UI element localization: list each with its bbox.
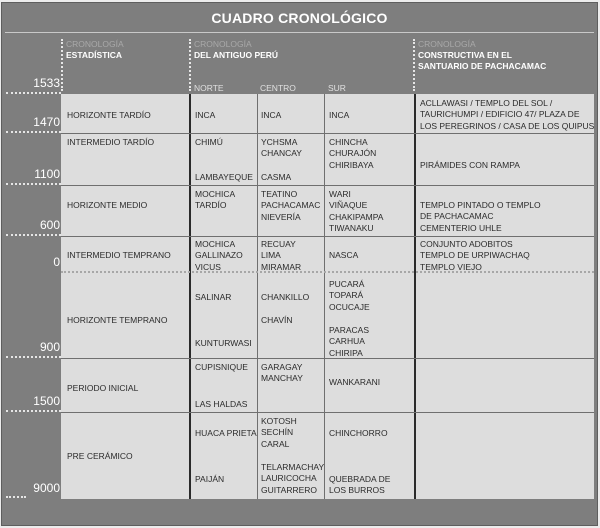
text-line: GUITARRERO: [261, 484, 318, 495]
culture-norte: [195, 239, 243, 273]
header-statistical: [66, 39, 124, 61]
text-line: MANCHAY: [261, 373, 303, 384]
culture-centro: [261, 137, 302, 160]
chart-title: CUADRO CRONOLÓGICO: [211, 10, 388, 26]
title-divider: [5, 32, 594, 33]
text-line: QUEBRADA DE: [329, 474, 391, 484]
text-line: LOS BURROS: [329, 485, 385, 496]
culture-sur: WANKARANI: [329, 377, 381, 387]
text-line: TEMPLO PINTADO O TEMPLO: [420, 200, 541, 210]
header-label: CRONOLOGÍA: [194, 39, 252, 49]
text-line: CHANCAY: [261, 148, 302, 159]
culture-norte: SALINAR: [195, 292, 232, 302]
chronology-table: [61, 94, 594, 499]
culture-sur: NASCA: [329, 250, 359, 260]
text-line: CHIRIPA: [329, 347, 363, 358]
culture-centro: CHANKILLO: [261, 292, 310, 302]
culture-centro: [261, 239, 301, 273]
text-line: TEMPLO DE URPIWACHAQ: [420, 250, 530, 261]
text-line: RECUAY: [261, 239, 296, 249]
culture-sur: [329, 279, 370, 313]
header-title: DEL ANTIGUO PERÚ: [194, 50, 279, 60]
text-line: PACHACAMAC: [261, 200, 321, 211]
column-divider: [257, 94, 258, 499]
culture-norte: KUNTURWASI: [195, 338, 252, 348]
pachacamac-buildings: [420, 98, 594, 132]
header-ancient-peru: [194, 39, 278, 61]
row-divider: [61, 133, 594, 134]
column-divider: [189, 94, 191, 499]
text-line: LIMA: [261, 250, 281, 261]
text-line: TOPARÁ: [329, 290, 364, 301]
text-line: OCUCAJE: [329, 301, 370, 312]
text-line: CHAKIPAMPA: [329, 211, 384, 222]
text-line: CHURAJÓN: [329, 148, 377, 159]
row-divider: [61, 358, 594, 359]
row-divider: [61, 185, 594, 186]
culture-centro: INCA: [261, 110, 282, 120]
text-line: DE PACHACAMAC: [420, 211, 494, 222]
text-line: LOS PEREGRINOS / CASA DE LOS QUIPUS: [420, 120, 595, 131]
period-label: HORIZONTE TEMPRANO: [67, 315, 168, 325]
culture-sur: [329, 474, 390, 497]
header-title-line1: CONSTRUCTIVA EN EL: [418, 50, 512, 60]
culture-norte: HUACA PRIETA: [195, 428, 257, 438]
text-line: MOCHICA: [195, 239, 236, 249]
culture-norte: [195, 189, 235, 212]
header-pachacamac: [418, 39, 546, 72]
culture-centro: [261, 462, 324, 496]
text-line: SECHÍN: [261, 427, 294, 438]
header-title-line2: SANTUARIO DE PACHACAMAC: [418, 61, 547, 71]
culture-centro: [261, 416, 297, 450]
text-line: NIEVERÍA: [261, 211, 301, 222]
year-tick: [6, 234, 61, 236]
year-label: 9000: [33, 481, 60, 495]
culture-sur: [329, 325, 369, 359]
region-header-sur: SUR: [328, 83, 346, 93]
text-line: TEMPLO VIEJO: [420, 261, 482, 272]
text-line: CONJUNTO ADOBITOS: [420, 239, 513, 249]
text-line: PARACAS: [329, 325, 369, 335]
period-label: INTERMEDIO TARDÍO: [67, 137, 155, 147]
pachacamac-buildings: [420, 239, 530, 273]
year-label: 0: [53, 255, 60, 269]
culture-norte: CUPISNIQUE: [195, 362, 248, 372]
year-tick: [6, 92, 61, 94]
year-label: 1533: [33, 76, 60, 90]
period-label: PERIODO INICIAL: [67, 383, 139, 393]
pachacamac-buildings: [420, 200, 541, 234]
culture-norte: CHIMÚ: [195, 137, 223, 147]
year-label: 1470: [33, 115, 60, 129]
header-dotted-divider: [413, 39, 415, 91]
text-line: CEMENTERIO UHLE: [420, 222, 502, 233]
year-label: 1100: [34, 167, 60, 181]
year-tick: [6, 496, 26, 498]
year-label: 900: [39, 340, 60, 354]
culture-sur: [329, 189, 383, 234]
culture-sur: INCA: [329, 110, 350, 120]
text-line: CARAL: [261, 438, 290, 449]
text-line: MOCHICA: [195, 189, 236, 199]
header-label: CRONOLOGÍA: [418, 39, 476, 49]
culture-norte: LAS HALDAS: [195, 399, 248, 409]
text-line: GARAGAY: [261, 362, 303, 372]
culture-norte: INCA: [195, 110, 216, 120]
culture-norte: LAMBAYEQUE: [195, 172, 253, 182]
text-line: PUCARÁ: [329, 279, 365, 289]
region-header-norte: NORTE: [194, 83, 224, 93]
year-tick: [6, 131, 61, 133]
year-label: 600: [39, 218, 60, 232]
region-header-centro: CENTRO: [260, 83, 296, 93]
text-line: YCHSMA: [261, 137, 298, 147]
text-line: MIRAMAR: [261, 261, 302, 272]
period-label: INTERMEDIO TEMPRANO: [67, 250, 171, 260]
culture-centro: [261, 362, 303, 385]
period-label: PRE CERÁMICO: [67, 451, 133, 461]
year-tick: [6, 183, 61, 185]
period-label: HORIZONTE MEDIO: [67, 200, 148, 210]
text-line: KOTOSH: [261, 416, 297, 426]
text-line: LAURICOCHA: [261, 473, 317, 484]
text-line: CARHUA: [329, 336, 365, 347]
text-line: VICUS: [195, 261, 221, 272]
culture-centro: CASMA: [261, 172, 292, 182]
text-line: TAURICHUMPI / EDIFICIO 47/ PLAZA DE: [420, 109, 580, 120]
text-line: VIÑAQUE: [329, 200, 368, 211]
culture-sur: CHINCHORRO: [329, 428, 388, 438]
period-label: HORIZONTE TARDÍO: [67, 110, 151, 120]
text-line: TEATINO: [261, 189, 298, 199]
text-line: WARI: [329, 189, 351, 199]
column-divider: [414, 94, 416, 499]
header-dotted-divider: [189, 39, 191, 91]
chronology-frame: [1, 2, 598, 526]
row-divider: [61, 236, 594, 237]
culture-centro: [261, 189, 320, 223]
header-dotted-divider: [61, 39, 63, 91]
row-divider: [61, 412, 594, 413]
year-tick: [6, 410, 61, 412]
text-line: ACLLAWASI / TEMPLO DEL SOL /: [420, 98, 553, 108]
pachacamac-buildings: PIRÁMIDES CON RAMPA: [420, 160, 520, 170]
text-line: GALLINAZO: [195, 250, 243, 261]
column-divider: [324, 94, 325, 499]
header-label: CRONOLOGÍA: [66, 39, 124, 49]
culture-norte: PAIJÁN: [195, 474, 225, 484]
text-line: TELARMACHAY: [261, 462, 325, 472]
text-line: CHINCHA: [329, 137, 368, 147]
culture-sur: [329, 137, 376, 171]
year-label: 1500: [33, 394, 60, 408]
text-line: TARDÍO: [195, 200, 227, 211]
text-line: TIWANAKU: [329, 222, 374, 233]
year-tick: [6, 356, 61, 358]
text-line: CHIRIBAYA: [329, 159, 374, 170]
culture-centro: CHAVÍN: [261, 315, 293, 325]
header-title: ESTADÍSTICA: [66, 50, 123, 60]
